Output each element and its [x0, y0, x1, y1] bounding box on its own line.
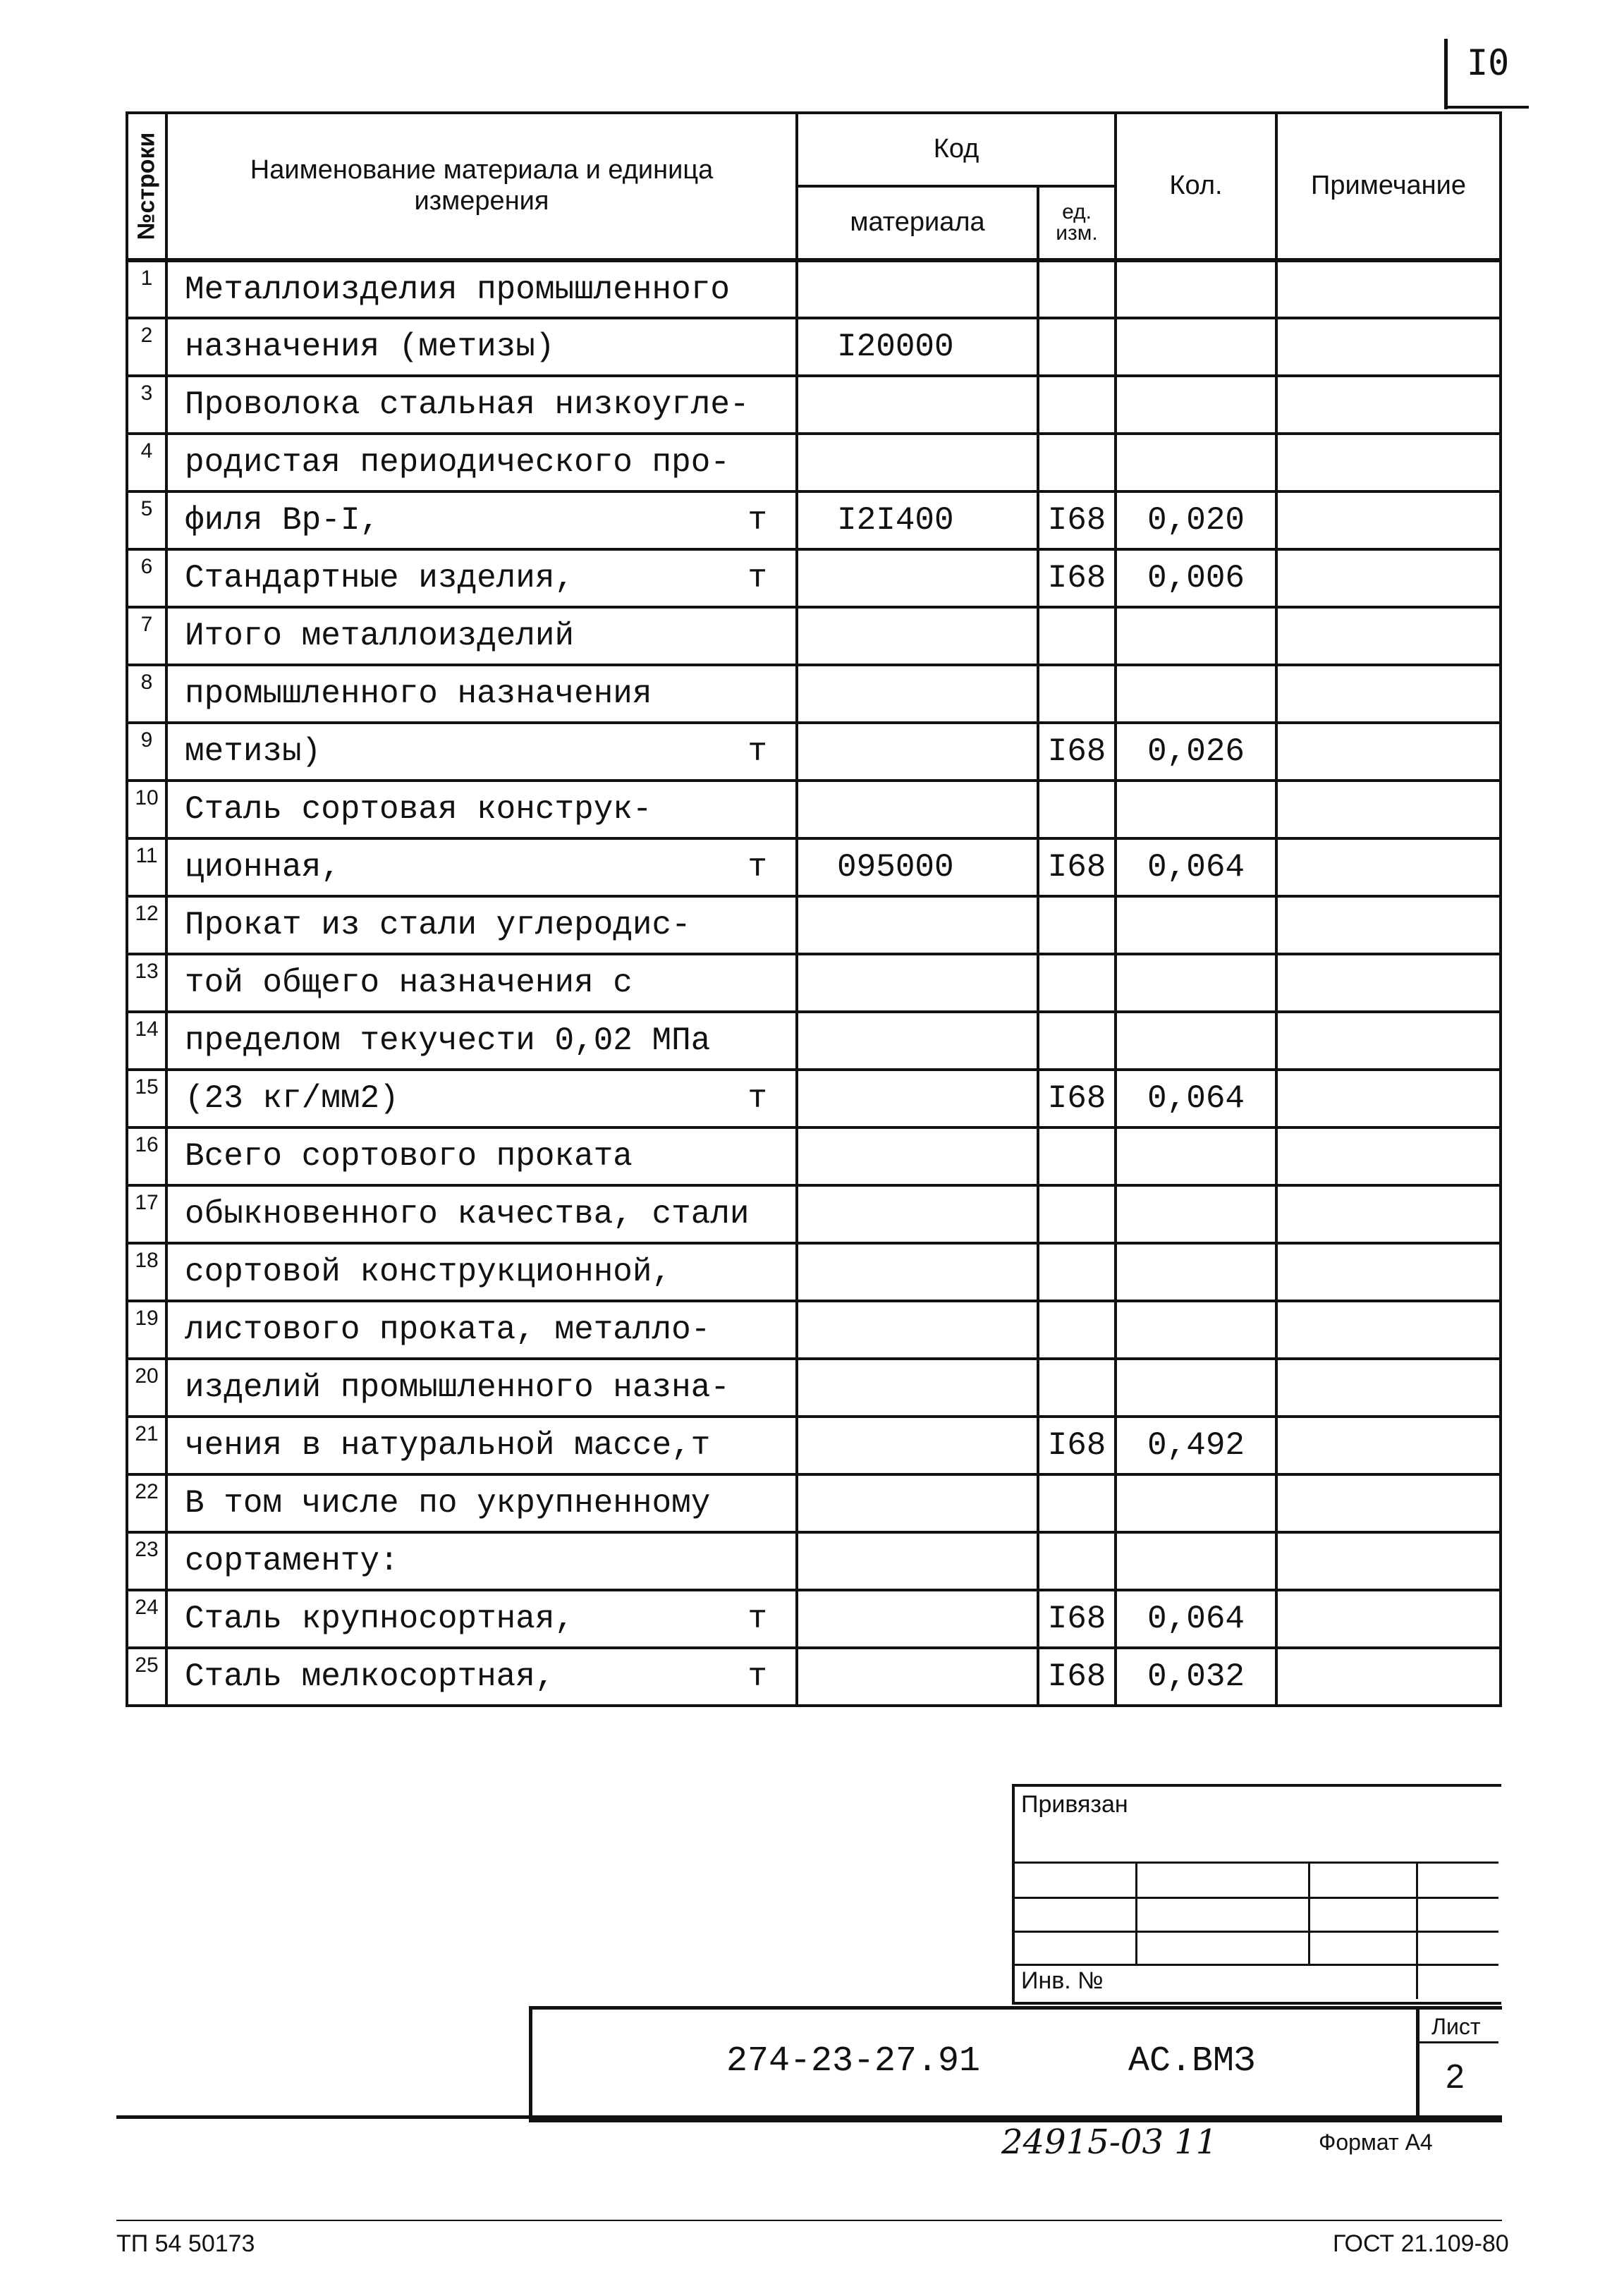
- material-name-text: Металлоизделия промышленного: [185, 271, 730, 308]
- note-cell: [1276, 434, 1501, 491]
- table-row: [127, 376, 1501, 434]
- note-cell: [1276, 1185, 1501, 1243]
- unit-code-cell: I68: [1038, 723, 1116, 781]
- table-row: [127, 1474, 1501, 1532]
- material-code-cell: [797, 260, 1038, 318]
- table-row: [127, 1590, 1501, 1648]
- material-code-cell: [797, 896, 1038, 954]
- table-row: [127, 665, 1501, 723]
- unit-code-cell: [1038, 1359, 1116, 1417]
- table-row: [127, 1185, 1501, 1243]
- quantity-cell: [1116, 1012, 1276, 1070]
- unit-code-cell: I68: [1038, 1590, 1116, 1648]
- row-number-cell: 18: [127, 1243, 166, 1301]
- table-row: [127, 607, 1501, 665]
- row-number-cell: 14: [127, 1012, 166, 1070]
- note-cell: [1276, 607, 1501, 665]
- material-name-text: той общего назначения с: [185, 965, 633, 1001]
- material-name-text: родистая периодического про-: [185, 444, 730, 481]
- note-cell: [1276, 1648, 1501, 1706]
- unit-code-cell: [1038, 665, 1116, 723]
- note-cell: [1276, 376, 1501, 434]
- sheet-number-underline: [1444, 106, 1529, 109]
- material-name-cell: [166, 434, 797, 491]
- material-name-cell: [166, 607, 797, 665]
- table-row: [127, 434, 1501, 491]
- row-number-cell: 24: [127, 1590, 166, 1648]
- unit-code-cell: I68: [1038, 491, 1116, 549]
- row-number-cell: 5: [127, 491, 166, 549]
- material-code-cell: [797, 723, 1038, 781]
- material-name-cell: [166, 1648, 797, 1706]
- material-code-cell: [797, 954, 1038, 1012]
- material-name-cell: [166, 1590, 797, 1648]
- table-row: [127, 491, 1501, 549]
- material-code-cell: [797, 1127, 1038, 1185]
- quantity-cell: [1116, 1185, 1276, 1243]
- material-code-cell: [797, 1243, 1038, 1301]
- material-name-text: назначения (метизы): [185, 329, 555, 365]
- bottom-rule: [116, 2115, 1502, 2119]
- note-cell: [1276, 1359, 1501, 1417]
- quantity-cell: [1116, 781, 1276, 838]
- material-name-text: Сталь крупносортная,: [185, 1601, 575, 1637]
- row-number-cell: 8: [127, 665, 166, 723]
- unit-code-cell: I68: [1038, 1417, 1116, 1474]
- unit-code-cell: [1038, 1243, 1116, 1301]
- material-code-cell: [797, 1012, 1038, 1070]
- sheet-number-divider: [1444, 39, 1448, 109]
- material-name-text: Итого металлоизделий: [185, 618, 575, 654]
- table-row: [127, 549, 1501, 607]
- table-row: [127, 781, 1501, 838]
- table-row: [127, 1127, 1501, 1185]
- stamp-privyazan-label: Привязан: [1021, 1791, 1128, 1818]
- quantity-cell: [1116, 1301, 1276, 1359]
- row-number-cell: 15: [127, 1070, 166, 1127]
- material-code-cell: [797, 1070, 1038, 1127]
- table-row: [127, 838, 1501, 896]
- quantity-cell: [1116, 318, 1276, 376]
- row-number-cell: 22: [127, 1474, 166, 1532]
- footer-standard: ГОСТ 21.109-80: [1333, 2230, 1509, 2257]
- material-name-cell: [166, 838, 797, 896]
- unit-of-measure: т: [747, 560, 767, 597]
- header-code: Код: [797, 113, 1116, 186]
- material-code-cell: [797, 376, 1038, 434]
- table-row: [127, 1070, 1501, 1127]
- quantity-cell: 0,026: [1116, 723, 1276, 781]
- quantity-cell: 0,032: [1116, 1648, 1276, 1706]
- unit-code-cell: I68: [1038, 1070, 1116, 1127]
- note-cell: [1276, 491, 1501, 549]
- material-code-cell: [797, 781, 1038, 838]
- material-name-cell: [166, 549, 797, 607]
- material-name-cell: [166, 1417, 797, 1474]
- stamp-grid-line: [1135, 1862, 1137, 1966]
- quantity-cell: [1116, 1127, 1276, 1185]
- material-name-text: сортаменту:: [185, 1543, 399, 1579]
- document-mark: АС.ВМЗ: [1128, 2041, 1256, 2082]
- material-code-cell: [797, 1590, 1038, 1648]
- material-name-cell: [166, 1532, 797, 1590]
- material-name-text: Проволока стальная низкоугле-: [185, 386, 750, 423]
- unit-code-cell: [1038, 1474, 1116, 1532]
- unit-code-cell: [1038, 434, 1116, 491]
- quantity-cell: 0,064: [1116, 1590, 1276, 1648]
- unit-of-measure: т: [747, 502, 767, 539]
- row-number-cell: 17: [127, 1185, 166, 1243]
- unit-code-cell: [1038, 1127, 1116, 1185]
- note-cell: [1276, 1474, 1501, 1532]
- note-cell: [1276, 318, 1501, 376]
- material-name-text: пределом текучести 0,02 МПа: [185, 1022, 711, 1059]
- unit-of-measure: т: [747, 849, 767, 886]
- row-number-cell: 25: [127, 1648, 166, 1706]
- note-cell: [1276, 665, 1501, 723]
- row-number-cell: 2: [127, 318, 166, 376]
- material-name-text: чения в натуральной массе,т: [185, 1427, 711, 1464]
- material-name-cell: [166, 954, 797, 1012]
- note-cell: [1276, 260, 1501, 318]
- material-name-text: обыкновенного качества, стали: [185, 1196, 750, 1233]
- note-cell: [1276, 1590, 1501, 1648]
- unit-code-cell: [1038, 781, 1116, 838]
- table-row: [127, 1532, 1501, 1590]
- unit-code-cell: [1038, 1301, 1116, 1359]
- unit-code-cell: I68: [1038, 1648, 1116, 1706]
- quantity-cell: 0,064: [1116, 1070, 1276, 1127]
- material-name-text: Сталь сортовая конструк-: [185, 791, 652, 828]
- material-name-text: Сталь мелкосортная,: [185, 1658, 555, 1695]
- stamp-grid-line: [1012, 1931, 1498, 1933]
- table-row: [127, 896, 1501, 954]
- material-code-cell: [797, 1532, 1038, 1590]
- note-cell: [1276, 896, 1501, 954]
- header-note: Примечание: [1276, 113, 1501, 260]
- row-number-cell: 16: [127, 1127, 166, 1185]
- unit-code-cell: [1038, 318, 1116, 376]
- row-number-cell: 19: [127, 1301, 166, 1359]
- quantity-cell: 0,064: [1116, 838, 1276, 896]
- row-number-cell: 10: [127, 781, 166, 838]
- material-name-text: изделий промышленного назна-: [185, 1369, 730, 1406]
- row-number-cell: 9: [127, 723, 166, 781]
- table-row: [127, 723, 1501, 781]
- document-code: 274-23-27.91: [726, 2041, 981, 2082]
- unit-code-cell: [1038, 260, 1116, 318]
- table-row: [127, 1648, 1501, 1706]
- material-name-cell: [166, 1070, 797, 1127]
- quantity-cell: [1116, 954, 1276, 1012]
- header-quantity: Кол.: [1116, 113, 1276, 260]
- material-code-cell: [797, 1301, 1038, 1359]
- quantity-cell: [1116, 260, 1276, 318]
- stamp-grid-line: [1416, 1862, 1418, 1999]
- row-number-cell: 11: [127, 838, 166, 896]
- footer-rule: [116, 2220, 1502, 2221]
- note-cell: [1276, 1012, 1501, 1070]
- material-name-cell: [166, 1243, 797, 1301]
- note-cell: [1276, 1243, 1501, 1301]
- handwritten-number: 24915-03 11: [1001, 2122, 1218, 2162]
- note-cell: [1276, 1417, 1501, 1474]
- format-label: Формат А4: [1319, 2129, 1433, 2155]
- row-number-cell: 20: [127, 1359, 166, 1417]
- material-code-cell: [797, 1474, 1038, 1532]
- material-name-cell: [166, 1474, 797, 1532]
- quantity-cell: [1116, 1359, 1276, 1417]
- unit-code-cell: [1038, 1012, 1116, 1070]
- sheet-page-number: 2: [1446, 2058, 1465, 2096]
- material-name-cell: [166, 1012, 797, 1070]
- unit-of-measure: т: [747, 1080, 767, 1117]
- unit-of-measure: т: [747, 1658, 767, 1695]
- note-cell: [1276, 1532, 1501, 1590]
- stamp-grid-line: [1308, 1862, 1310, 1966]
- table-row: [127, 954, 1501, 1012]
- materials-table: [126, 111, 1502, 1707]
- quantity-cell: 0,020: [1116, 491, 1276, 549]
- material-name-text: филя Вр-I,: [185, 502, 380, 539]
- row-number-cell: 4: [127, 434, 166, 491]
- material-code-cell: [797, 1417, 1038, 1474]
- unit-code-cell: [1038, 607, 1116, 665]
- note-cell: [1276, 954, 1501, 1012]
- quantity-cell: 0,006: [1116, 549, 1276, 607]
- material-code-cell: 095000: [797, 838, 1038, 896]
- note-cell: [1276, 1070, 1501, 1127]
- note-cell: [1276, 838, 1501, 896]
- material-code-cell: [797, 607, 1038, 665]
- table-row: [127, 1417, 1501, 1474]
- sheet-number: I0: [1467, 42, 1510, 83]
- material-name-text: сортовой конструкционной,: [185, 1254, 672, 1290]
- title-block-divider: [1416, 2006, 1420, 2115]
- unit-code-cell: [1038, 1185, 1116, 1243]
- unit-of-measure: т: [747, 1601, 767, 1637]
- material-code-cell: [797, 1359, 1038, 1417]
- title-block: [529, 2006, 1502, 2122]
- header-material-name: Наименование материала и единица измерения: [166, 113, 797, 260]
- note-cell: [1276, 1127, 1501, 1185]
- material-name-text: Прокат из стали углеродис-: [185, 907, 691, 943]
- row-number-cell: 6: [127, 549, 166, 607]
- quantity-cell: [1116, 1532, 1276, 1590]
- table-row: [127, 318, 1501, 376]
- unit-code-cell: I68: [1038, 549, 1116, 607]
- header-code-material: материала: [797, 186, 1038, 260]
- material-name-cell: [166, 1301, 797, 1359]
- sheet-label: Лист: [1431, 2014, 1481, 2039]
- quantity-cell: [1116, 1243, 1276, 1301]
- row-number-cell: 12: [127, 896, 166, 954]
- material-code-cell: [797, 1648, 1038, 1706]
- note-cell: [1276, 549, 1501, 607]
- material-name-text: В том числе по укрупненному: [185, 1485, 711, 1522]
- quantity-cell: [1116, 665, 1276, 723]
- material-name-cell: [166, 318, 797, 376]
- stamp-grid-line: [1012, 1897, 1498, 1899]
- unit-code-cell: [1038, 954, 1116, 1012]
- note-cell: [1276, 723, 1501, 781]
- table-row: [127, 260, 1501, 318]
- quantity-cell: 0,492: [1116, 1417, 1276, 1474]
- table-row: [127, 1243, 1501, 1301]
- material-name-text: листового проката, металло-: [185, 1312, 711, 1348]
- material-name-cell: [166, 781, 797, 838]
- unit-of-measure: т: [747, 733, 767, 770]
- material-name-cell: [166, 260, 797, 318]
- material-name-cell: [166, 1359, 797, 1417]
- material-code-cell: I2I400: [797, 491, 1038, 549]
- stamp-grid-line: [1012, 1964, 1498, 1966]
- note-cell: [1276, 781, 1501, 838]
- material-name-text: ционная,: [185, 849, 341, 886]
- title-block-divider: [1416, 2041, 1498, 2043]
- row-number-cell: 1: [127, 260, 166, 318]
- row-number-cell: 21: [127, 1417, 166, 1474]
- quantity-cell: [1116, 434, 1276, 491]
- stamp-inv-number-label: Инв. №: [1021, 1967, 1104, 1994]
- row-number-cell: 13: [127, 954, 166, 1012]
- table-row: [127, 1012, 1501, 1070]
- material-name-text: (23 кг/мм2): [185, 1080, 399, 1117]
- row-number-cell: 7: [127, 607, 166, 665]
- unit-code-cell: [1038, 376, 1116, 434]
- material-code-cell: [797, 1185, 1038, 1243]
- material-code-cell: [797, 665, 1038, 723]
- header-row-number: №строки: [127, 113, 166, 260]
- material-name-cell: [166, 1127, 797, 1185]
- material-name-text: метизы): [185, 733, 322, 770]
- material-name-cell: [166, 491, 797, 549]
- material-code-cell: [797, 434, 1038, 491]
- material-name-text: промышленного назначения: [185, 676, 652, 712]
- row-number-cell: 23: [127, 1532, 166, 1590]
- material-name-text: Стандартные изделия,: [185, 560, 575, 597]
- material-name-cell: [166, 376, 797, 434]
- table-row: [127, 1301, 1501, 1359]
- note-cell: [1276, 1301, 1501, 1359]
- quantity-cell: [1116, 607, 1276, 665]
- material-name-text: Всего сортового проката: [185, 1138, 633, 1175]
- header-code-unit: ед. изм.: [1038, 186, 1116, 260]
- material-name-cell: [166, 665, 797, 723]
- stamp-grid-line: [1012, 1862, 1498, 1864]
- material-name-cell: [166, 723, 797, 781]
- quantity-cell: [1116, 1474, 1276, 1532]
- material-name-cell: [166, 896, 797, 954]
- material-code-cell: [797, 549, 1038, 607]
- table-row: [127, 1359, 1501, 1417]
- row-number-cell: 3: [127, 376, 166, 434]
- quantity-cell: [1116, 376, 1276, 434]
- footer-project-code: ТП 54 50173: [116, 2230, 255, 2257]
- unit-code-cell: [1038, 896, 1116, 954]
- material-code-cell: I20000: [797, 318, 1038, 376]
- quantity-cell: [1116, 896, 1276, 954]
- material-name-cell: [166, 1185, 797, 1243]
- unit-code-cell: I68: [1038, 838, 1116, 896]
- unit-code-cell: [1038, 1532, 1116, 1590]
